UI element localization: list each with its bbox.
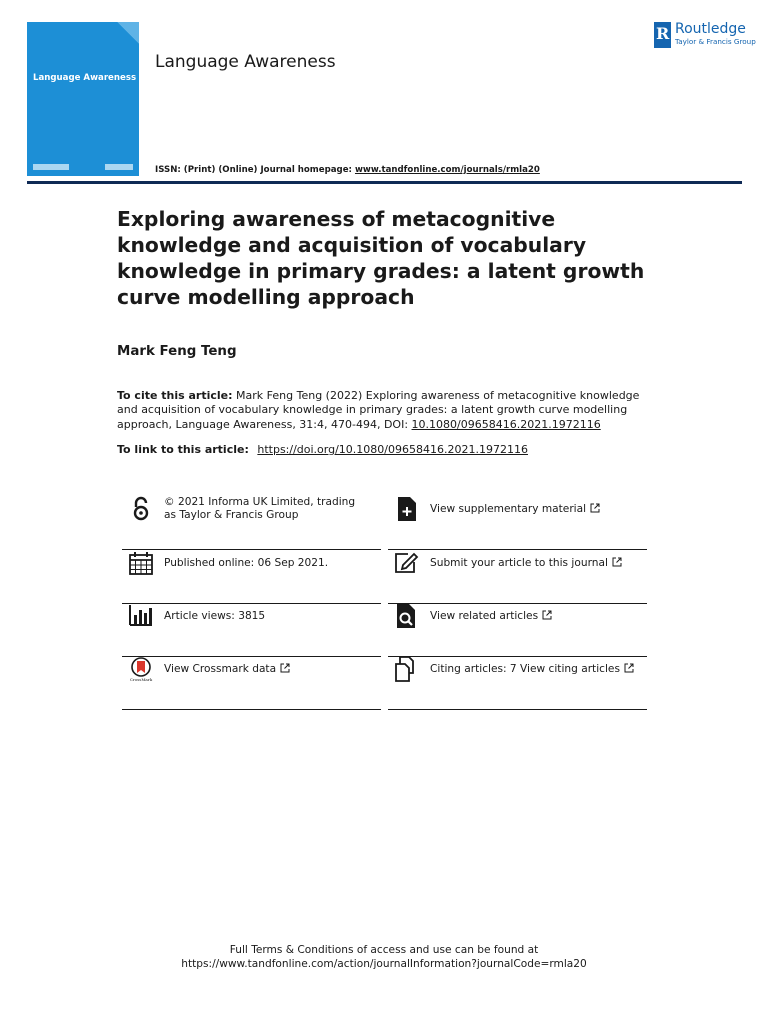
submit-item[interactable] bbox=[388, 550, 647, 604]
external-link-icon bbox=[280, 663, 290, 673]
submit-article-link[interactable]: Submit your article to this journal bbox=[430, 557, 608, 569]
published-date: Published online: 06 Sep 2021. bbox=[164, 557, 329, 569]
cite-doi-link[interactable]: 10.1080/09658416.2021.1972116 bbox=[411, 417, 601, 431]
crossmark-link[interactable]: View Crossmark data bbox=[164, 663, 277, 675]
supplementary-link[interactable]: View supplementary material bbox=[430, 503, 587, 515]
issn-text: ISSN: (Print) (Online) Journal homepage: bbox=[155, 165, 352, 175]
external-link-icon bbox=[624, 663, 634, 673]
cover-title: Language Awareness bbox=[33, 73, 137, 83]
crossmark-item[interactable] bbox=[122, 656, 381, 710]
terms-footer bbox=[0, 943, 768, 971]
terms-url[interactable]: https://www.tandfonline.com/action/journalInformation?journalCode=rmla20 bbox=[181, 958, 587, 970]
citation-block bbox=[117, 389, 647, 432]
issn-line bbox=[155, 165, 540, 175]
routledge-logo-icon bbox=[654, 22, 671, 48]
link-label: To link to this article: bbox=[117, 443, 249, 456]
bar-chart-icon bbox=[128, 603, 154, 629]
terms-line: Full Terms & Conditions of access and use can be found at bbox=[229, 944, 539, 956]
publisher-name: Routledge bbox=[675, 21, 746, 37]
article-author: Mark Feng Teng bbox=[117, 344, 237, 359]
external-link-icon bbox=[612, 557, 622, 567]
external-link-icon bbox=[542, 610, 552, 620]
document-search-icon bbox=[394, 603, 420, 629]
journal-cover-image bbox=[27, 22, 139, 176]
article-title: Exploring awareness of metacognitive knowledge and acquisition of vocabulary knowledge in primary grades: a latent growth curve modelling approach bbox=[117, 207, 645, 309]
related-item[interactable] bbox=[388, 603, 647, 657]
license-item bbox=[122, 496, 381, 550]
svg-text:CrossMark: CrossMark bbox=[129, 677, 153, 682]
article-views: Article views: 3815 bbox=[164, 610, 266, 622]
open-access-icon bbox=[128, 496, 154, 522]
article-doi-link[interactable]: https://doi.org/10.1080/09658416.2021.1972116 bbox=[257, 443, 528, 456]
supplementary-item[interactable] bbox=[388, 496, 647, 550]
external-link-icon bbox=[590, 503, 600, 513]
copy-documents-icon bbox=[394, 656, 420, 682]
cite-label: To cite this article: bbox=[117, 389, 233, 402]
cover-footer-logos bbox=[33, 164, 133, 172]
publisher-logo bbox=[654, 22, 756, 48]
publisher-subtitle: Taylor & Francis Group bbox=[675, 37, 756, 46]
license-text: © 2021 Informa UK Limited, trading as Taylor & Francis Group bbox=[164, 496, 356, 521]
calendar-icon bbox=[128, 550, 154, 576]
journal-name: Language Awareness bbox=[155, 52, 336, 72]
citing-articles-link[interactable]: Citing articles: 7 View citing articles bbox=[430, 663, 620, 675]
published-item bbox=[122, 550, 381, 604]
related-articles-link[interactable]: View related articles bbox=[430, 610, 539, 622]
article-info-grid bbox=[122, 496, 647, 710]
cover-corner-decoration bbox=[103, 22, 139, 58]
edit-icon bbox=[394, 550, 420, 576]
article-link-line bbox=[117, 443, 528, 456]
journal-homepage-link[interactable]: www.tandfonline.com/journals/rmla20 bbox=[354, 165, 540, 175]
cite-text: Mark Feng Teng (2022) Exploring awareness of metacognitive knowledge and acquisition of vocabulary knowledge in primary grades: a latent growth curve modelling approach, Language Awareness, 31:4, 470-494, DOI: bbox=[117, 389, 640, 431]
citing-item[interactable] bbox=[388, 656, 647, 710]
header-divider bbox=[27, 181, 742, 184]
crossmark-icon bbox=[128, 656, 154, 682]
views-item bbox=[122, 603, 381, 657]
document-plus-icon bbox=[394, 496, 420, 522]
